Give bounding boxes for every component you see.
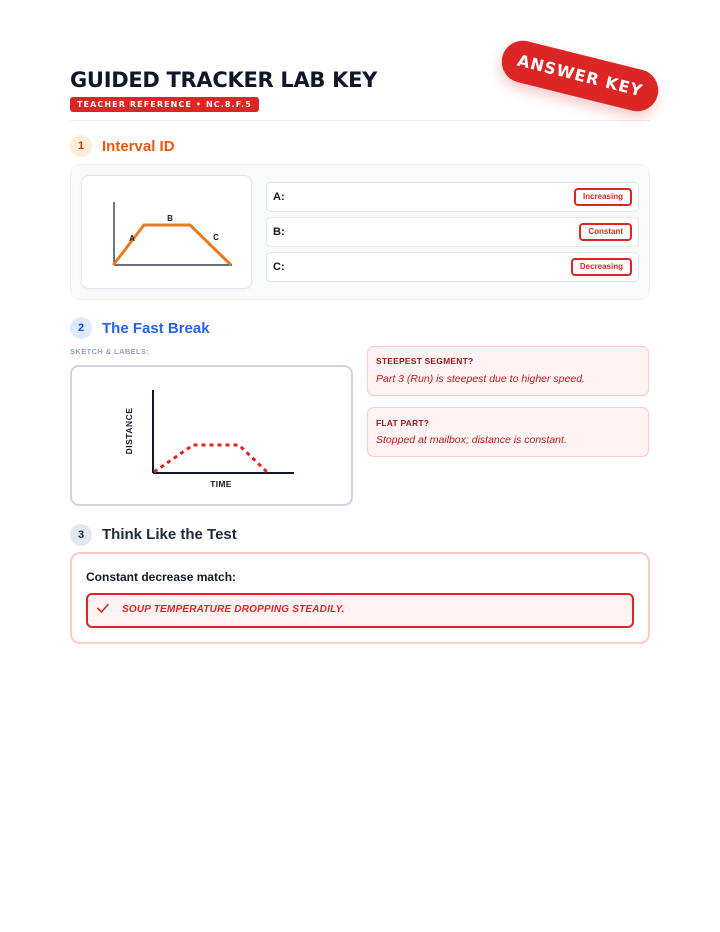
- x-axis-label: TIME: [210, 479, 232, 489]
- sketch-graph: [70, 365, 353, 506]
- interval-answer: Constant: [579, 223, 632, 241]
- interval-letter: A:: [273, 191, 285, 203]
- page-title: GUIDED TRACKER LAB KEY: [70, 68, 378, 92]
- interval-row-a: [266, 182, 639, 212]
- sketch-label: SKETCH & LABELS:: [70, 347, 150, 356]
- reference-badge: TEACHER REFERENCE • NC.8.F.5: [70, 97, 259, 112]
- header-divider: [70, 120, 650, 121]
- steepest-segment-answer: Part 3 (Run) is steepest due to higher speed.: [376, 373, 585, 385]
- interval-row-b: [266, 217, 639, 247]
- flat-part-label: FLAT PART?: [376, 418, 430, 428]
- test-question: Constant decrease match:: [86, 570, 237, 584]
- section-3-title: Think Like the Test: [102, 526, 237, 543]
- graph-label-a: A: [129, 234, 135, 243]
- section-1-title: Interval ID: [102, 138, 175, 155]
- interval-graph: [81, 175, 252, 289]
- y-axis-label: DISTANCE: [124, 407, 134, 455]
- check-icon: [96, 601, 110, 615]
- section-3-number: 3: [70, 524, 92, 546]
- flat-part-answer: Stopped at mailbox; distance is constant.: [376, 434, 567, 446]
- steepest-segment-label: STEEPEST SEGMENT?: [376, 356, 474, 366]
- interval-answer: Increasing: [574, 188, 632, 206]
- interval-letter: B:: [273, 226, 285, 238]
- steepest-segment-card: [367, 346, 649, 396]
- section-1-number: 1: [70, 135, 92, 157]
- interval-answer: Decreasing: [571, 258, 632, 276]
- graph-label-c: C: [213, 233, 219, 242]
- answer-key-stamp: ANSWER KEY: [497, 36, 662, 115]
- test-answer: SOUP TEMPERATURE DROPPING STEADILY.: [122, 604, 345, 615]
- flat-part-card: [367, 407, 649, 457]
- section-2-title: The Fast Break: [102, 320, 210, 337]
- interval-row-c: [266, 252, 639, 282]
- interval-letter: C:: [273, 261, 285, 273]
- graph-label-b: B: [167, 214, 173, 223]
- section-2-number: 2: [70, 317, 92, 339]
